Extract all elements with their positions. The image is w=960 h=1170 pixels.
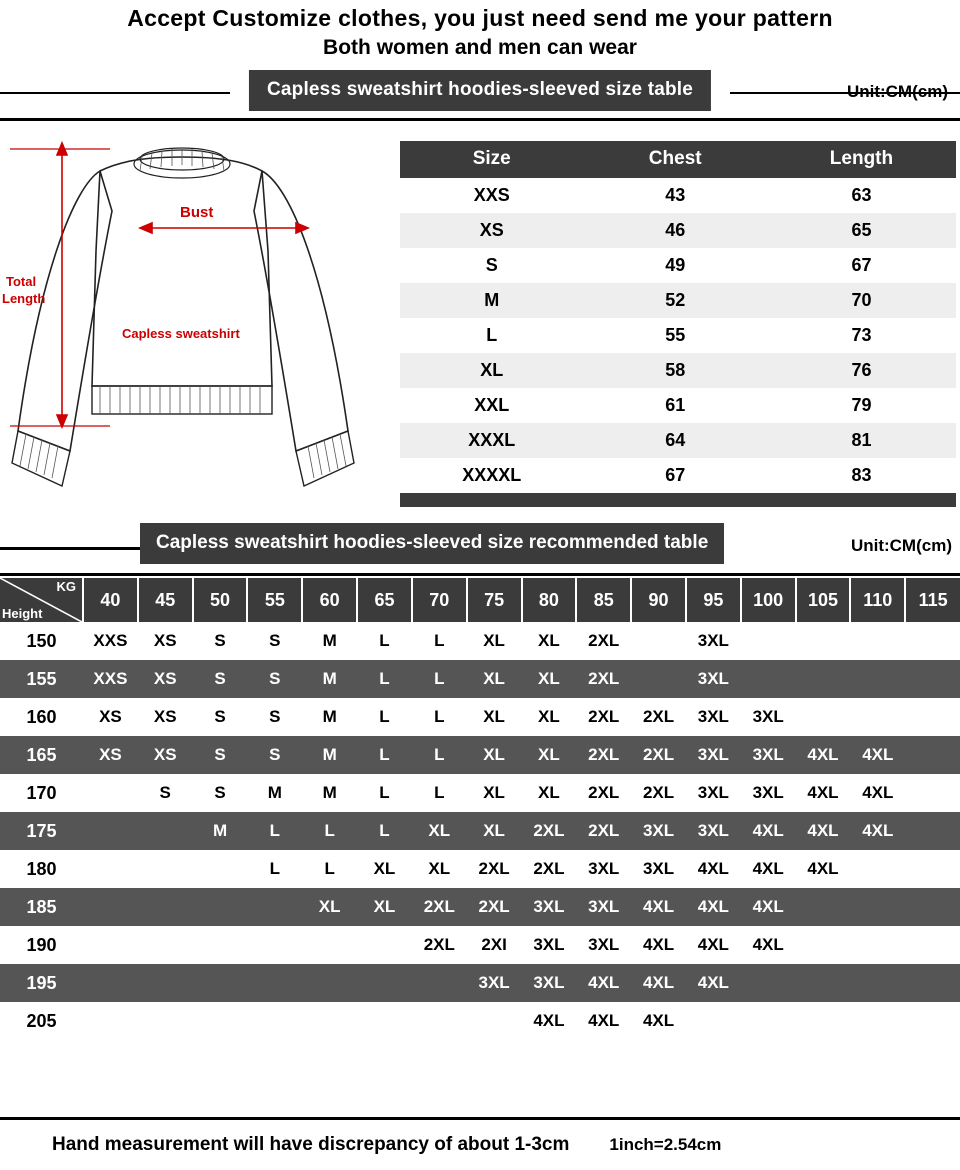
cell-size: XXL <box>400 388 583 423</box>
matrix-cell: XL <box>483 783 505 802</box>
matrix-cell: 2XI <box>481 935 507 954</box>
matrix-weight-header: 90 <box>631 578 686 622</box>
table-row <box>400 423 956 458</box>
cell-chest: 64 <box>583 423 766 458</box>
matrix-cell: S <box>269 669 281 688</box>
matrix-cell: XS <box>153 631 177 650</box>
cell-size: XS <box>400 213 583 248</box>
header-divider <box>0 118 960 121</box>
recommended-table-title: Capless sweatshirt hoodies-sleeved size recommended table <box>140 523 724 564</box>
matrix-cell <box>83 774 138 812</box>
matrix-cell: L <box>324 859 335 878</box>
matrix-cell: L <box>379 707 390 726</box>
col-header-chest: Chest <box>583 141 766 178</box>
matrix-cell <box>741 660 796 698</box>
matrix-cell: S <box>269 707 281 726</box>
matrix-cell: L <box>434 707 445 726</box>
size-recommendation-matrix <box>0 578 960 1040</box>
matrix-cell: 2XL <box>533 859 565 878</box>
cell-length: 65 <box>767 213 956 248</box>
matrix-cell: 4XL <box>642 935 675 954</box>
matrix-cell <box>631 622 686 660</box>
matrix-cell <box>686 1002 741 1040</box>
matrix-weight-header: 100 <box>741 578 796 622</box>
page-header <box>0 0 960 62</box>
matrix-cell: XL <box>373 859 396 878</box>
cell-chest: 58 <box>583 353 766 388</box>
table-row <box>400 318 956 353</box>
matrix-row <box>0 736 960 774</box>
matrix-weight-header: 50 <box>193 578 248 622</box>
matrix-cell <box>302 964 357 1002</box>
matrix-cell: 3XL <box>752 783 784 802</box>
matrix-cell: L <box>379 745 390 764</box>
matrix-cell <box>905 888 960 926</box>
matrix-cell: 2XL <box>478 897 510 916</box>
cell-size: XXXL <box>400 423 583 458</box>
matrix-cell <box>631 660 686 698</box>
matrix-height-cell: 155 <box>26 668 57 689</box>
cell-chest: 46 <box>583 213 766 248</box>
matrix-cell <box>796 1002 851 1040</box>
matrix-cell <box>193 926 248 964</box>
matrix-cell <box>247 888 302 926</box>
banner-rule-left <box>0 92 230 94</box>
matrix-cell <box>193 964 248 1002</box>
matrix-height-cell: 180 <box>26 858 57 879</box>
matrix-cell: 3XL <box>588 935 620 954</box>
matrix-row <box>0 774 960 812</box>
matrix-cell <box>850 698 905 736</box>
col-header-size: Size <box>400 141 583 178</box>
matrix-cell: 3XL <box>697 821 729 840</box>
matrix-weight-header: 60 <box>302 578 357 622</box>
matrix-cell: S <box>214 745 226 764</box>
matrix-cell: XL <box>538 783 560 802</box>
table-row <box>400 388 956 423</box>
matrix-height-cell: 195 <box>26 972 57 993</box>
cell-chest: 55 <box>583 318 766 353</box>
total-length-label-line1: Total <box>6 274 37 289</box>
matrix-weight-header: 80 <box>522 578 577 622</box>
matrix-height-label: Height <box>2 606 43 621</box>
matrix-cell: 3XL <box>642 821 675 840</box>
matrix-cell: M <box>212 821 228 840</box>
matrix-height-cell: 190 <box>26 934 57 955</box>
matrix-cell <box>83 926 138 964</box>
matrix-cell: S <box>214 669 226 688</box>
matrix-cell <box>138 964 193 1002</box>
table-row <box>400 353 956 388</box>
cell-chest: 43 <box>583 178 766 213</box>
matrix-cell: 4XL <box>807 783 839 802</box>
matrix-cell: 3XL <box>697 707 729 726</box>
cell-size: M <box>400 283 583 318</box>
matrix-weight-header: 85 <box>576 578 631 622</box>
matrix-cell <box>302 1002 357 1040</box>
unit-label-2: Unit:CM(cm) <box>850 536 952 555</box>
matrix-cell <box>247 964 302 1002</box>
sweatshirt-illustration <box>0 131 400 511</box>
matrix-cell <box>905 850 960 888</box>
matrix-cell: 3XL <box>697 631 729 650</box>
matrix-cell: L <box>324 821 335 840</box>
matrix-cell: M <box>322 631 337 650</box>
cell-size: S <box>400 248 583 283</box>
matrix-cell: XS <box>153 669 177 688</box>
matrix-cell: L <box>379 783 390 802</box>
matrix-cell: XL <box>483 631 505 650</box>
size-table-header-row <box>400 141 956 178</box>
matrix-cell: 4XL <box>752 859 784 878</box>
matrix-cell: XXS <box>93 669 128 688</box>
matrix-cell: 4XL <box>807 745 839 764</box>
matrix-cell <box>138 926 193 964</box>
matrix-cell <box>412 1002 467 1040</box>
matrix-cell <box>467 1002 522 1040</box>
matrix-row <box>0 926 960 964</box>
matrix-cell: M <box>322 745 337 764</box>
matrix-cell <box>850 622 905 660</box>
table-row <box>400 458 956 493</box>
matrix-cell <box>905 698 960 736</box>
cell-length: 67 <box>767 248 956 283</box>
matrix-weight-header: 40 <box>83 578 138 622</box>
recommended-table-banner <box>0 523 960 571</box>
matrix-cell: L <box>379 821 390 840</box>
size-table-banner <box>0 70 960 116</box>
matrix-cell: 3XL <box>642 859 675 878</box>
recommended-divider <box>0 573 960 576</box>
cell-size: L <box>400 318 583 353</box>
matrix-cell <box>412 964 467 1002</box>
matrix-cell: 3XL <box>697 783 729 802</box>
matrix-height-cell: 150 <box>26 630 57 651</box>
table-row <box>400 283 956 318</box>
matrix-cell <box>850 1002 905 1040</box>
matrix-cell: 4XL <box>807 821 839 840</box>
matrix-height-cell: 205 <box>26 1010 57 1031</box>
matrix-cell: 4XL <box>862 783 894 802</box>
matrix-cell: 4XL <box>642 1011 675 1030</box>
matrix-cell: 3XL <box>752 745 784 764</box>
cell-chest: 67 <box>583 458 766 493</box>
unit-label-1: Unit:CM(cm) <box>846 82 948 101</box>
matrix-cell <box>138 850 193 888</box>
cell-length: 70 <box>767 283 956 318</box>
footer-bar-cell <box>400 493 956 507</box>
cell-length: 76 <box>767 353 956 388</box>
matrix-cell: 2XL <box>423 935 455 954</box>
matrix-cell: XL <box>538 631 560 650</box>
matrix-cell <box>905 622 960 660</box>
matrix-cell: 4XL <box>697 935 729 954</box>
matrix-cell <box>83 888 138 926</box>
matrix-weight-header: 65 <box>357 578 412 622</box>
matrix-cell: XS <box>99 707 122 726</box>
matrix-cell <box>247 1002 302 1040</box>
matrix-cell <box>193 888 248 926</box>
matrix-cell: 4XL <box>862 745 894 764</box>
garment-name-label: Capless sweatshirt <box>122 326 240 341</box>
matrix-row <box>0 850 960 888</box>
matrix-cell: XL <box>538 707 560 726</box>
cell-length: 63 <box>767 178 956 213</box>
matrix-row <box>0 812 960 850</box>
matrix-cell <box>741 964 796 1002</box>
cell-size: XL <box>400 353 583 388</box>
matrix-weight-header: 115 <box>905 578 960 622</box>
matrix-cell: 2XL <box>642 783 675 802</box>
matrix-height-cell: 185 <box>26 896 57 917</box>
matrix-cell: 3XL <box>752 707 784 726</box>
matrix-cell <box>247 926 302 964</box>
matrix-cell: 4XL <box>588 1011 620 1030</box>
matrix-weight-header: 70 <box>412 578 467 622</box>
header-line-1: Accept Customize clothes, you just need send me your pattern <box>127 5 833 31</box>
matrix-cell: S <box>214 783 226 802</box>
inch-conversion-note: 1inch=2.54cm <box>609 1135 722 1154</box>
cell-length: 73 <box>767 318 956 353</box>
bust-label: Bust <box>180 204 214 221</box>
matrix-cell <box>796 926 851 964</box>
matrix-cell: 3XL <box>533 897 565 916</box>
matrix-cell <box>796 964 851 1002</box>
cell-chest: 61 <box>583 388 766 423</box>
matrix-cell: L <box>434 669 445 688</box>
matrix-cell <box>905 736 960 774</box>
matrix-height-cell: 160 <box>26 706 57 727</box>
matrix-cell: XL <box>538 745 560 764</box>
matrix-cell: 4XL <box>752 897 784 916</box>
matrix-cell: L <box>434 745 445 764</box>
matrix-cell <box>193 850 248 888</box>
matrix-cell: XS <box>153 707 177 726</box>
matrix-cell: 2XL <box>588 821 620 840</box>
cell-size: XXS <box>400 178 583 213</box>
matrix-cell: M <box>267 783 282 802</box>
matrix-weight-header: 110 <box>850 578 905 622</box>
cell-length: 83 <box>767 458 956 493</box>
matrix-cell: XS <box>99 745 122 764</box>
matrix-cell <box>138 812 193 850</box>
matrix-weight-header: 95 <box>686 578 741 622</box>
matrix-row <box>0 1002 960 1040</box>
matrix-row <box>0 698 960 736</box>
matrix-cell: 4XL <box>642 897 675 916</box>
banner2-rule-left <box>0 547 140 550</box>
matrix-cell: 4XL <box>807 859 839 878</box>
matrix-cell: XL <box>538 669 560 688</box>
matrix-row <box>0 660 960 698</box>
matrix-cell <box>83 812 138 850</box>
size-chart-table <box>400 141 956 507</box>
table-row <box>400 213 956 248</box>
matrix-cell: 2XL <box>642 707 675 726</box>
matrix-cell: S <box>214 631 226 650</box>
cell-chest: 52 <box>583 283 766 318</box>
matrix-cell <box>83 1002 138 1040</box>
matrix-cell: XS <box>153 745 177 764</box>
matrix-cell: XL <box>483 821 505 840</box>
matrix-cell: 2XL <box>588 783 620 802</box>
matrix-height-cell: 165 <box>26 744 57 765</box>
matrix-cell: 2XL <box>588 707 620 726</box>
matrix-weight-header: 45 <box>138 578 193 622</box>
matrix-cell <box>796 698 851 736</box>
table-row <box>400 248 956 283</box>
matrix-height-cell: 170 <box>26 782 57 803</box>
matrix-height-cell: 175 <box>26 820 57 841</box>
matrix-cell: M <box>322 783 337 802</box>
matrix-cell: XL <box>318 897 341 916</box>
matrix-cell: 2XL <box>588 631 620 650</box>
size-table-title: Capless sweatshirt hoodies-sleeved size table <box>249 70 711 111</box>
matrix-cell <box>83 850 138 888</box>
matrix-weight-header: 75 <box>467 578 522 622</box>
matrix-cell: 3XL <box>588 859 620 878</box>
matrix-cell: L <box>434 631 445 650</box>
matrix-cell: 3XL <box>533 935 565 954</box>
matrix-cell <box>905 774 960 812</box>
matrix-cell <box>357 926 412 964</box>
matrix-cell <box>357 964 412 1002</box>
matrix-cell <box>850 888 905 926</box>
matrix-cell: XL <box>483 669 505 688</box>
footer <box>0 1117 960 1170</box>
matrix-cell: L <box>379 631 390 650</box>
matrix-cell <box>138 1002 193 1040</box>
matrix-cell: 3XL <box>478 973 510 992</box>
matrix-cell: L <box>379 669 390 688</box>
matrix-cell: XXS <box>93 631 128 650</box>
matrix-kg-label: KG <box>56 579 76 594</box>
matrix-header-row <box>0 578 960 622</box>
matrix-cell: 4XL <box>697 859 729 878</box>
matrix-cell <box>905 660 960 698</box>
matrix-cell: L <box>269 821 281 840</box>
cell-chest: 49 <box>583 248 766 283</box>
matrix-cell <box>905 926 960 964</box>
matrix-cell: 2XL <box>642 745 675 764</box>
matrix-cell <box>905 812 960 850</box>
matrix-cell <box>193 1002 248 1040</box>
matrix-weight-header: 105 <box>796 578 851 622</box>
matrix-cell <box>302 926 357 964</box>
matrix-cell: XL <box>373 897 396 916</box>
total-length-label-line2: Length <box>2 291 46 306</box>
measurement-note: Hand measurement will have discrepancy of about 1-3cm <box>52 1134 570 1155</box>
matrix-cell: XL <box>483 745 505 764</box>
matrix-cell: L <box>434 783 445 802</box>
matrix-cell <box>905 964 960 1002</box>
matrix-cell: 3XL <box>697 669 729 688</box>
matrix-cell <box>138 888 193 926</box>
matrix-row <box>0 888 960 926</box>
matrix-cell <box>83 964 138 1002</box>
header-line-2: Both women and men can wear <box>323 36 637 59</box>
matrix-cell: 4XL <box>642 973 675 992</box>
matrix-cell: 4XL <box>697 897 729 916</box>
matrix-cell: 4XL <box>533 1011 565 1030</box>
matrix-cell <box>850 660 905 698</box>
matrix-cell: S <box>214 707 226 726</box>
matrix-cell <box>796 622 851 660</box>
cell-length: 79 <box>767 388 956 423</box>
matrix-cell <box>850 850 905 888</box>
matrix-cell: S <box>269 745 281 764</box>
matrix-cell: 2XL <box>423 897 455 916</box>
matrix-cell <box>796 888 851 926</box>
matrix-cell: 2XL <box>478 859 510 878</box>
matrix-cell: 3XL <box>533 973 565 992</box>
matrix-cell: 2XL <box>533 821 565 840</box>
matrix-cell <box>850 964 905 1002</box>
matrix-cell <box>850 926 905 964</box>
matrix-cell: 4XL <box>752 935 784 954</box>
matrix-cell: S <box>159 783 171 802</box>
matrix-cell <box>741 622 796 660</box>
matrix-cell <box>796 660 851 698</box>
matrix-cell: XL <box>428 821 451 840</box>
matrix-row <box>0 964 960 1002</box>
matrix-cell: XL <box>428 859 451 878</box>
matrix-cell <box>905 1002 960 1040</box>
matrix-cell: L <box>269 859 281 878</box>
size-table-footer-bar <box>400 493 956 507</box>
matrix-cell: M <box>322 707 337 726</box>
col-header-length: Length <box>767 141 956 178</box>
matrix-cell: 4XL <box>588 973 620 992</box>
matrix-cell: XL <box>483 707 505 726</box>
matrix-cell <box>741 1002 796 1040</box>
matrix-cell <box>357 1002 412 1040</box>
measurement-section <box>0 131 960 511</box>
matrix-cell: 4XL <box>697 973 729 992</box>
matrix-cell: 3XL <box>697 745 729 764</box>
table-row <box>400 178 956 213</box>
cell-size: XXXXL <box>400 458 583 493</box>
matrix-cell: 3XL <box>588 897 620 916</box>
matrix-cell: 4XL <box>862 821 894 840</box>
matrix-row <box>0 622 960 660</box>
garment-diagram <box>0 131 400 511</box>
matrix-weight-header: 55 <box>247 578 302 622</box>
matrix-cell: 2XL <box>588 745 620 764</box>
matrix-cell: 2XL <box>588 669 620 688</box>
matrix-cell: 4XL <box>752 821 784 840</box>
matrix-corner-cell <box>0 578 83 622</box>
matrix-cell: S <box>269 631 281 650</box>
cell-length: 81 <box>767 423 956 458</box>
matrix-cell: M <box>322 669 337 688</box>
